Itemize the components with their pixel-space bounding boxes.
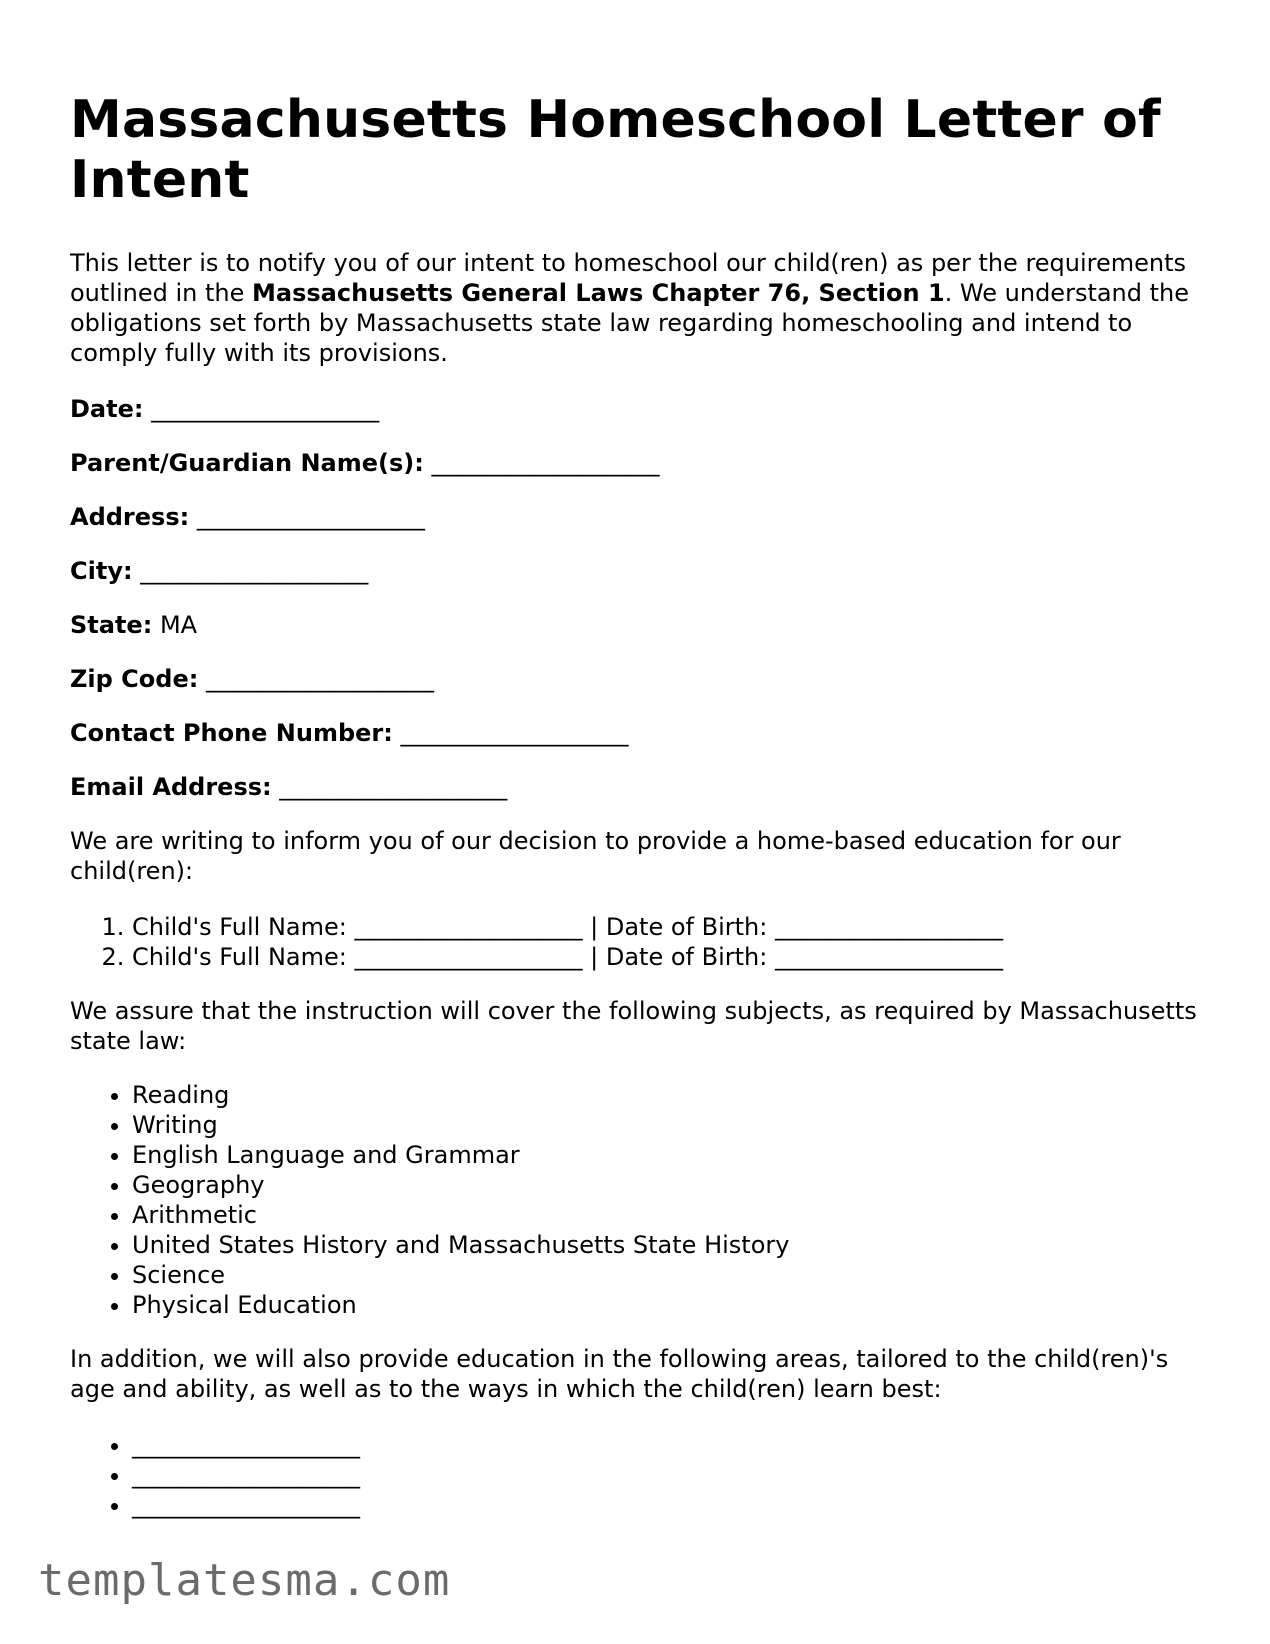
dob-label: Date of Birth:	[605, 913, 768, 941]
additional-intro: In addition, we will also provide education in the following areas, tailored to the child(ren)'s age and ability, as well as to the ways in which the child(ren) learn best:	[70, 1345, 1169, 1403]
document-title: Massachusetts Homeschool Letter of Intent	[70, 90, 1161, 210]
subject-item: • Physical Education	[132, 1290, 1210, 1320]
dob-label: Date of Birth:	[605, 943, 768, 971]
subject-item: • Arithmetic	[132, 1200, 1210, 1230]
address-input[interactable]: ___________________	[196, 503, 425, 531]
field-phone	[70, 718, 1210, 748]
children-list	[70, 912, 1210, 972]
separator: |	[590, 913, 599, 941]
additional-area-input[interactable]: • ___________________	[132, 1490, 1210, 1520]
date-input[interactable]: ___________________	[151, 395, 380, 423]
field-city	[70, 556, 1210, 586]
field-label: Address:	[70, 503, 190, 531]
field-label: Parent/Guardian Name(s):	[70, 449, 424, 477]
field-label: Contact Phone Number:	[70, 719, 393, 747]
child-name-label: Child's Full Name:	[132, 943, 347, 971]
subject-item: • English Language and Grammar	[132, 1140, 1210, 1170]
field-date	[70, 394, 1210, 424]
watermark: templatesma.com	[38, 1555, 451, 1606]
state-value: MA	[159, 611, 198, 639]
email-input[interactable]: ___________________	[279, 773, 508, 801]
document-page	[70, 0, 1210, 1520]
child-entry	[132, 912, 1210, 942]
subject-item: • Reading	[132, 1080, 1210, 1110]
phone-input[interactable]: ___________________	[400, 719, 629, 747]
field-address	[70, 502, 1210, 532]
field-label: City:	[70, 557, 133, 585]
additional-area-input[interactable]: • ___________________	[132, 1430, 1210, 1460]
law-reference: Massachusetts General Laws Chapter 76, Section 1	[252, 279, 945, 307]
subject-item: • Geography	[132, 1170, 1210, 1200]
child-name-input[interactable]: ___________________	[354, 943, 583, 971]
child-name-label: Child's Full Name:	[132, 913, 347, 941]
field-parent-guardian	[70, 448, 1210, 478]
parent-guardian-input[interactable]: ___________________	[431, 449, 660, 477]
separator: |	[590, 943, 599, 971]
intro-text-1: This letter is to notify you of our intent to homeschool our child(ren) as per the requirements outlined in the	[70, 249, 1187, 307]
dob-input[interactable]: ___________________	[774, 913, 1003, 941]
field-label: Date:	[70, 395, 144, 423]
field-label: State:	[70, 611, 153, 639]
zip-input[interactable]: ___________________	[205, 665, 434, 693]
field-label: Zip Code:	[70, 665, 199, 693]
subject-item: • Writing	[132, 1110, 1210, 1140]
intro-text-2: . We understand the obligations set forth by Massachusetts state law regarding homeschooling and intend to comply fully with its provisions.	[70, 279, 1190, 367]
decision-paragraph: We are writing to inform you of our decision to provide a home-based education for our child(ren):	[70, 827, 1121, 885]
field-label: Email Address:	[70, 773, 272, 801]
city-input[interactable]: ___________________	[140, 557, 369, 585]
subject-item: • Science	[132, 1260, 1210, 1290]
child-name-input[interactable]: ___________________	[354, 913, 583, 941]
subjects-intro: We assure that the instruction will cover the following subjects, as required by Massachusetts state law:	[70, 997, 1197, 1055]
additional-areas-list	[70, 1430, 1210, 1520]
child-entry	[132, 942, 1210, 972]
intro-paragraph	[70, 248, 1210, 368]
field-email	[70, 772, 1210, 802]
additional-area-input[interactable]: • ___________________	[132, 1460, 1210, 1490]
field-zip	[70, 664, 1210, 694]
subjects-list	[70, 1080, 1210, 1320]
dob-input[interactable]: ___________________	[774, 943, 1003, 971]
field-state	[70, 610, 1210, 640]
subject-item: • United States History and Massachusetts State History	[132, 1230, 1210, 1260]
